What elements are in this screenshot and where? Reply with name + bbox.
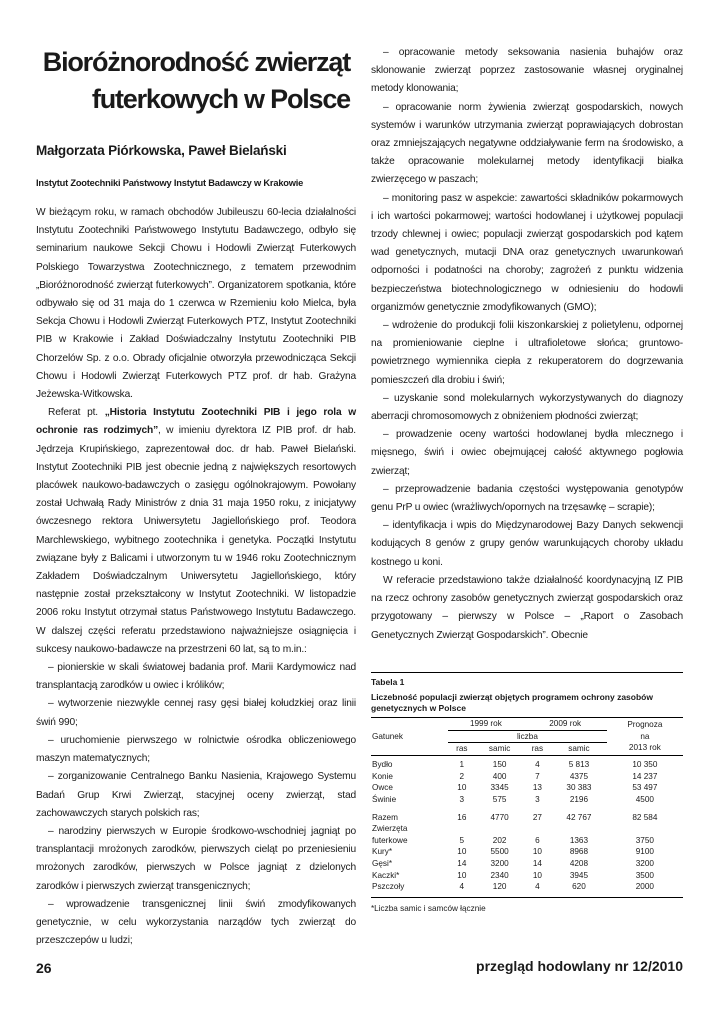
list-item: – wytworzenie niezwykle cennej rasy gęsi białej kołudzkiej oraz linii świń 990; [36, 698, 356, 728]
article-title [36, 44, 350, 118]
paragraph-intro: W bieżącym roku, w ramach obchodów Jubileuszu 60-lecia działalności Instytutu Zootechniki Państwowego Instytutu Badawczego, odbyło się seminarium naukowe Sekcji Chowu i Hodowli Zwierząt Futerkowych Polskiego Towarzystwa Zootechnicznego, z tematem przewodnim „Bioróżnorodność zwierząt futerkowych”. Organizatorem spotkania, które odbywało się od 31 maja do 1 czerwca w Rzemieniu koło Mielca, była Sekcja Chowu i Hodowli Zwierząt Futerkowych PTZ, Instytut Zootechniki PIB w Krakowie i Zakład Doświadczalny Instytutu Zootechniki PIB Chorzelów Sp. z o.o. Obrady oficjalnie otworzyła przewodnicząca Sekcji Chowu i Hodowli Zwierząt Futerkowych PTZ prof. dr hab. Grażyna Jeżewska-Witkowska. [36, 207, 356, 401]
cell: 120 [492, 882, 507, 892]
cell: 2196 [569, 795, 589, 805]
cell: 14 [457, 859, 467, 869]
table-row [371, 812, 683, 824]
cell: 9100 [635, 847, 654, 857]
table-row [371, 782, 683, 794]
lecture-body: , w imieniu dyrektora IZ PIB prof. dr hab. Jędrzeja Krupińskiego, zaprezentował doc. dr hab. Paweł Bielański. Instytut Zootechniki PIB jest obecnie jedną z największych resortowych placówek naukowo-badawczych o zasięgu ogólnokrajowym. Powołany został Uchwałą Rady Ministrów z dnia 31 maja 1950 roku, z inicjatywy ówczesnego rektora Uniwersytetu Jagiellońskiego prof. Teodora Marchlewskiego, wybitnego zootechnika i genetyka. Początki Instytutu związane były z Balicami i utworzonym tu w 1946 roku Zootechnicznym Zakładem Doświadczalnym Uniwersytetu Jagiellońskiego, który następnie został przekształcony w Instytut Zootechniki. W listopadzie 2006 roku Instytut otrzymał status Państwowego Instytutu Badawczego. W dalszej części referatu przedstawiono najważniejsze osiągnięcia i sukcesy naukowo-badawcze na przestrzeni 60 lat, są to m.in.: [36, 425, 356, 655]
header-prognoza-line3: 2013 rok [628, 743, 661, 753]
cell: 53 497 [632, 783, 658, 793]
cell: Razem [372, 812, 398, 822]
list-item: – zorganizowanie Centralnego Banku Nasienia, Krajowego Systemu Badań Grup Krwi Zwierząt, stacyjnej oceny zwierząt, stad zachowawczych starych polskich ras; [36, 771, 356, 819]
table-row [371, 858, 683, 870]
cell: 2 [459, 771, 465, 781]
cell: 2000 [635, 882, 654, 892]
cell: 4 [535, 760, 540, 770]
list-item: – wdrożenie do produkcji folii kiszonkarskiej z polietylenu, odpornej na promieniowanie cieplne i ultrafioletowe słońca; gruntowo-powietrznego wymiennika ciepła z rekuperatorem do dogrzewania pomieszczeń dla drobiu i świń; [371, 320, 683, 386]
left-body [36, 204, 356, 950]
cell: Gęsi* [372, 859, 393, 869]
cell: 5 813 [568, 760, 590, 770]
page-number: 26 [36, 960, 52, 976]
cell: 13 [532, 783, 542, 793]
cell: Pszczoły [372, 882, 405, 892]
cell: 3500 [635, 870, 654, 880]
list-item: – wprowadzenie transgenicznej linii świń zmodyfikowanych genetycznie, w celu wykorzystania narządów tych zwierząt do przeszczepów u ludzi; [36, 898, 356, 947]
cell: 2340 [490, 870, 509, 880]
header-gatunek: Gatunek [372, 731, 403, 741]
cell: 3945 [569, 870, 589, 880]
cell: 7 [535, 771, 540, 781]
cell: 3200 [635, 859, 654, 869]
table-footnote: *Liczba samic i samców łącznie [371, 897, 683, 913]
cell: 5500 [490, 847, 509, 857]
cell: 3 [535, 795, 540, 805]
cell: 14 237 [632, 771, 658, 781]
table-row [371, 870, 683, 882]
cell [607, 823, 683, 835]
cell: 82 584 [632, 812, 658, 822]
cell [448, 823, 475, 835]
header-2009: 2009 rok [524, 718, 607, 731]
table-top-rule [371, 672, 683, 673]
cell: Kury* [372, 847, 393, 857]
cell: 150 [492, 760, 507, 770]
cell: 10 350 [632, 760, 658, 770]
cell: 4500 [635, 795, 654, 805]
cell: 3750 [635, 835, 654, 845]
table-row [371, 794, 683, 806]
left-column [36, 44, 356, 950]
cell: 10 [457, 847, 467, 857]
cell: 10 [532, 847, 542, 857]
cell: 3200 [490, 859, 509, 869]
cell: 8968 [569, 847, 589, 857]
header-ras: ras [456, 744, 468, 754]
header-prognoza [607, 718, 683, 756]
cell: 1 [459, 760, 465, 770]
table-title: Liczebność populacji zwierząt objętych programem ochrony zasobów genetycznych w Polsce [371, 692, 653, 713]
cell: 10 [457, 783, 467, 793]
header-samic: samic [488, 744, 511, 754]
table-label: Tabela 1 [371, 677, 405, 687]
cell: 6 [535, 835, 540, 845]
cell [476, 823, 524, 835]
cell: Owce [372, 783, 393, 793]
cell: 27 [532, 812, 542, 822]
header-1999: 1999 rok [448, 718, 524, 731]
list-item: – monitoring pasz w aspekcie: zawartości składników pokarmowych i ich wartości pokarmowej; wartości hodowlanej i użytkowej populacji trzody chlewnej i owiec; populacji zwierząt gospodarskich pod kątem wad genetycznych, mutacji DNA oraz genetycznych uwarunkowań odporności i podatności na choroby; zagrożeń z punktu widzenia bezpieczeństwa biotechnologicznego w odniesieniu do hodowli organizmów genetycznie zmodyfikowanych (GMO); [371, 192, 683, 313]
article-institute: Instytut Zootechniki Państwowy Instytut Badawczy w Krakowie [36, 178, 304, 188]
cell: Zwierzęta [372, 824, 408, 834]
cell: 10 [457, 870, 467, 880]
paragraph-closing: W referacie przedstawiono także działalność koordynacyjną IZ PIB na rzecz ochrony zasobów genetycznych zwierząt gospodarskich oraz przygotowany – pierwszy w Polsce – „Raport o Zasobach Genetycznych Zwierząt Gospodarskich”. Obecnie [371, 574, 683, 641]
cell: 4375 [569, 771, 589, 781]
cell: 202 [492, 835, 507, 845]
cell: Świnie [372, 795, 397, 805]
header-prognoza-line1: Prognoza [627, 720, 663, 729]
header-prognoza-line2: na [640, 731, 650, 741]
cell [524, 823, 551, 835]
table-row [371, 846, 683, 858]
table-body [371, 759, 683, 893]
table-row [371, 771, 683, 783]
list-item: – identyfikacja i wpis do Międzynarodowej Bazy Danych sekwencji kodujących 8 genów z grupy genów warunkujących choroby układu kostnego u koni. [371, 520, 683, 568]
cell: 16 [457, 812, 467, 822]
paragraph-lecture [36, 404, 356, 659]
cell: 4208 [569, 859, 589, 869]
cell: 42 767 [566, 812, 592, 822]
cell: 10 [532, 870, 542, 880]
list-item: – prowadzenie oceny wartości hodowlanej bydła mlecznego i mięsnego, świń i owiec obejmującej całość aktywnego pogłowia zwierząt; [371, 429, 683, 477]
cell: 3 [459, 795, 465, 805]
list-item: – pionierskie w skali światowej badania prof. Marii Kardymowicz nad transplantacją zarodków u owiec i królików; [36, 662, 356, 692]
table-row [371, 759, 683, 771]
list-item: – uruchomienie pierwszego w rolnictwie ośrodka obliczeniowego maszyn matematycznych; [36, 734, 356, 765]
cell: 14 [532, 859, 542, 869]
cell: 4 [535, 882, 540, 892]
cell: 4 [459, 882, 465, 892]
cell: 3345 [490, 783, 509, 793]
cell: 620 [572, 882, 586, 892]
table-row [371, 835, 683, 847]
table-1 [371, 672, 683, 913]
cell: 5 [459, 835, 465, 845]
header-samic: samic [568, 744, 590, 754]
cell: 575 [492, 795, 507, 805]
cell: 4770 [490, 812, 509, 822]
list-item: – uzyskanie sond molekularnych wykorzystywanych do diagnozy aberracji chromosomowych z obniżeniem płodności zwierząt; [371, 392, 683, 423]
title-line-1: Bioróżnorodność zwierząt [42, 47, 350, 77]
lecture-lead: Referat pt. [48, 407, 105, 419]
list-item: – narodziny pierwszych w Europie środkowo-wschodniej jagniąt po transplantacji mrożonych zarodków, pierwszych cieląt po przeniesieniu mrożonych zarodków, pierwszych w Polsce jagniąt z dzielonych zarodków i pierwszych zwierząt transgenicznych; [36, 825, 356, 892]
right-column [371, 44, 683, 645]
cell [551, 823, 607, 835]
table-row [371, 823, 683, 835]
population-table [371, 717, 683, 893]
header-liczba: liczba [448, 730, 607, 743]
cell: Bydło [372, 760, 393, 770]
list-item: – opracowanie norm żywienia zwierząt gospodarskich, nowych systemów i warunków utrzymania zwierząt poprawiających dobrostan oraz zmniejszających negatywne oddziaływanie ferm na środowisko, a także opracowanie molekularnej metody identyfikacji białka zwierzęcego w paszach; [371, 101, 683, 186]
header-ras: ras [531, 744, 544, 754]
cell: 1363 [569, 835, 589, 845]
list-item: – opracowanie metody seksowania nasienia buhajów oraz sklonowanie zwierząt poprzez zastosowanie własnej oryginalnej metody klonowania; [371, 47, 683, 95]
cell: Kaczki* [372, 870, 400, 880]
cell: futerkowe [372, 835, 408, 845]
cell: 30 383 [566, 783, 592, 793]
journal-name: przegląd hodowlany nr 12/2010 [476, 958, 683, 974]
list-item: – przeprowadzenie badania częstości występowania genotypów genu PrP u owiec (wrażliwych/opornych na trzęsawkę – scrapie); [371, 483, 683, 514]
article-authors: Małgorzata Piórkowska, Paweł Bielański [36, 143, 287, 158]
cell: 400 [492, 771, 507, 781]
cell: Konie [372, 771, 393, 781]
lecture-title: „Historia Instytutu Zootechniki PIB i jego rola w ochronie ras rodzimych” [36, 407, 356, 437]
title-line-2: futerkowych w Polsce [91, 84, 350, 114]
table-row [371, 881, 683, 893]
